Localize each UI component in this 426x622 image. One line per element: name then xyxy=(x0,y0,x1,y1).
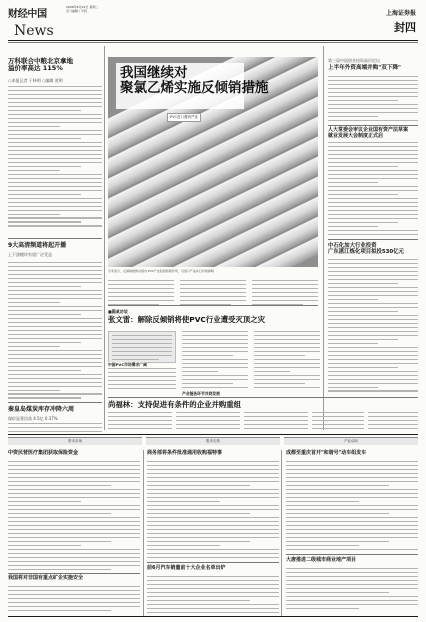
article-headline[interactable] xyxy=(328,243,420,255)
header-rule-thin xyxy=(8,42,418,43)
column-divider xyxy=(323,46,324,430)
section-strip-finance[interactable]: 资本市场 xyxy=(8,437,142,445)
paper-name: 上海证券报 xyxy=(385,10,416,17)
article-subhead: 中国PVC市场需求广阔 xyxy=(108,362,147,367)
article-divider xyxy=(8,573,140,574)
photo-caption: 专家表示，反倾销措施对国内 PVC产业起到积极作用，对进口产品实行有效抑制 xyxy=(108,269,214,273)
article-subtitle: 煤价显著回落 4.5亿 0.37% xyxy=(8,416,58,421)
article-body xyxy=(312,412,364,432)
newspaper-logo: 财经中国 xyxy=(8,9,47,20)
article-body xyxy=(328,76,418,124)
article-body xyxy=(8,86,102,229)
article-headline[interactable]: 中资民营医疗集团获取保险资金 xyxy=(8,450,79,456)
interview-tag: ■圆桌访谈 xyxy=(108,309,128,314)
article-divider xyxy=(147,562,279,563)
section-strip-market[interactable]: 股市走势 xyxy=(146,437,280,445)
hero-headline-line2: 聚氯乙烯实施反倾销措施 xyxy=(120,80,269,96)
hero-headline-line1: 我国继续对 xyxy=(120,65,188,81)
article-headline[interactable]: 9大高清频道将起开播 xyxy=(8,242,67,249)
article-subhead: 产业链各环节共同发展 xyxy=(182,391,220,396)
article-body xyxy=(147,576,279,616)
article-body xyxy=(147,461,279,561)
article-divider xyxy=(8,402,102,403)
article-headline[interactable]: 我国将对非国有重点矿企实施安全 xyxy=(8,575,84,581)
article-body xyxy=(244,412,308,432)
article-body xyxy=(252,280,318,308)
article-headline[interactable]: 秦皇岛煤炭库存冲降六周 xyxy=(8,406,75,413)
section-strip-industry[interactable]: 产业动向 xyxy=(284,437,418,445)
pull-quote xyxy=(108,331,176,363)
issue-date: 2008年6月29日 星期二 见习编辑 / 号码 xyxy=(66,5,99,13)
article-body xyxy=(180,280,246,308)
article-body xyxy=(8,262,102,401)
article-divider xyxy=(286,554,418,555)
article-subtitle: 上下游模块有望广泛受益 xyxy=(8,252,52,257)
article-headline[interactable]: 万科联合中粮北京拿地 溢价率高达 115% xyxy=(8,57,73,73)
strip-rule xyxy=(8,434,418,435)
article-body xyxy=(8,461,140,573)
article-body xyxy=(328,142,418,238)
article-kicker: 第三届中国创业投资高层论坛 xyxy=(328,58,380,63)
photo-tag: PVC进口遭到严惩 xyxy=(167,113,201,122)
article-headline-line2: 广东湛江炼化项目拟投530亿元 xyxy=(328,249,404,256)
article-divider xyxy=(328,239,418,240)
article-body xyxy=(368,412,418,432)
article-headline-line1: 中石化加大行业投资 xyxy=(328,243,377,249)
footer-rule xyxy=(8,616,418,617)
article-headline[interactable]: 商务部将条件批准通用收购福特事 xyxy=(147,450,223,456)
article-body xyxy=(176,412,240,432)
article-body xyxy=(254,331,320,391)
article-headline[interactable]: 大唐推进二级城市商业地产项目 xyxy=(286,557,357,563)
article-headline[interactable]: 前6月汽车销量前十大企业名单出炉 xyxy=(147,565,226,571)
article-body xyxy=(108,412,172,432)
article-body xyxy=(108,280,174,308)
commentary-headline[interactable]: 尚福林：支持促进有条件的企业并购重组 xyxy=(108,400,242,409)
section-divider xyxy=(108,305,318,306)
article-body xyxy=(182,331,248,391)
column-divider xyxy=(143,450,144,616)
article-body xyxy=(8,586,140,614)
column-divider xyxy=(104,46,105,430)
article-divider xyxy=(8,238,102,239)
article-body xyxy=(286,568,418,612)
header-rule xyxy=(8,40,418,41)
section-label-en: News xyxy=(14,23,54,39)
pull-quote-text xyxy=(112,335,172,360)
article-body xyxy=(286,461,418,553)
article-body xyxy=(108,368,176,392)
interview-headline[interactable]: 张文雷：解除反倾销将使PVC行业遭受灭顶之灾 xyxy=(108,315,265,324)
article-body xyxy=(328,259,418,394)
article-byline: ○本报记者 于林明 ○编辑 贾明 xyxy=(8,78,63,83)
article-headline[interactable]: 成都至重庆首开"和谐号"动车组发车 xyxy=(286,450,367,456)
page-section: 封四 xyxy=(394,21,416,34)
column-divider xyxy=(281,450,282,616)
article-headline[interactable]: 上半年外资高端并购"双下降" xyxy=(328,65,401,71)
article-divider xyxy=(328,125,418,126)
hero-headline[interactable] xyxy=(120,66,320,96)
article-headline[interactable]: 人大常委会审议企业国有资产法草案 就业发展大会制度正式启 xyxy=(328,127,409,139)
section-divider xyxy=(108,397,418,398)
